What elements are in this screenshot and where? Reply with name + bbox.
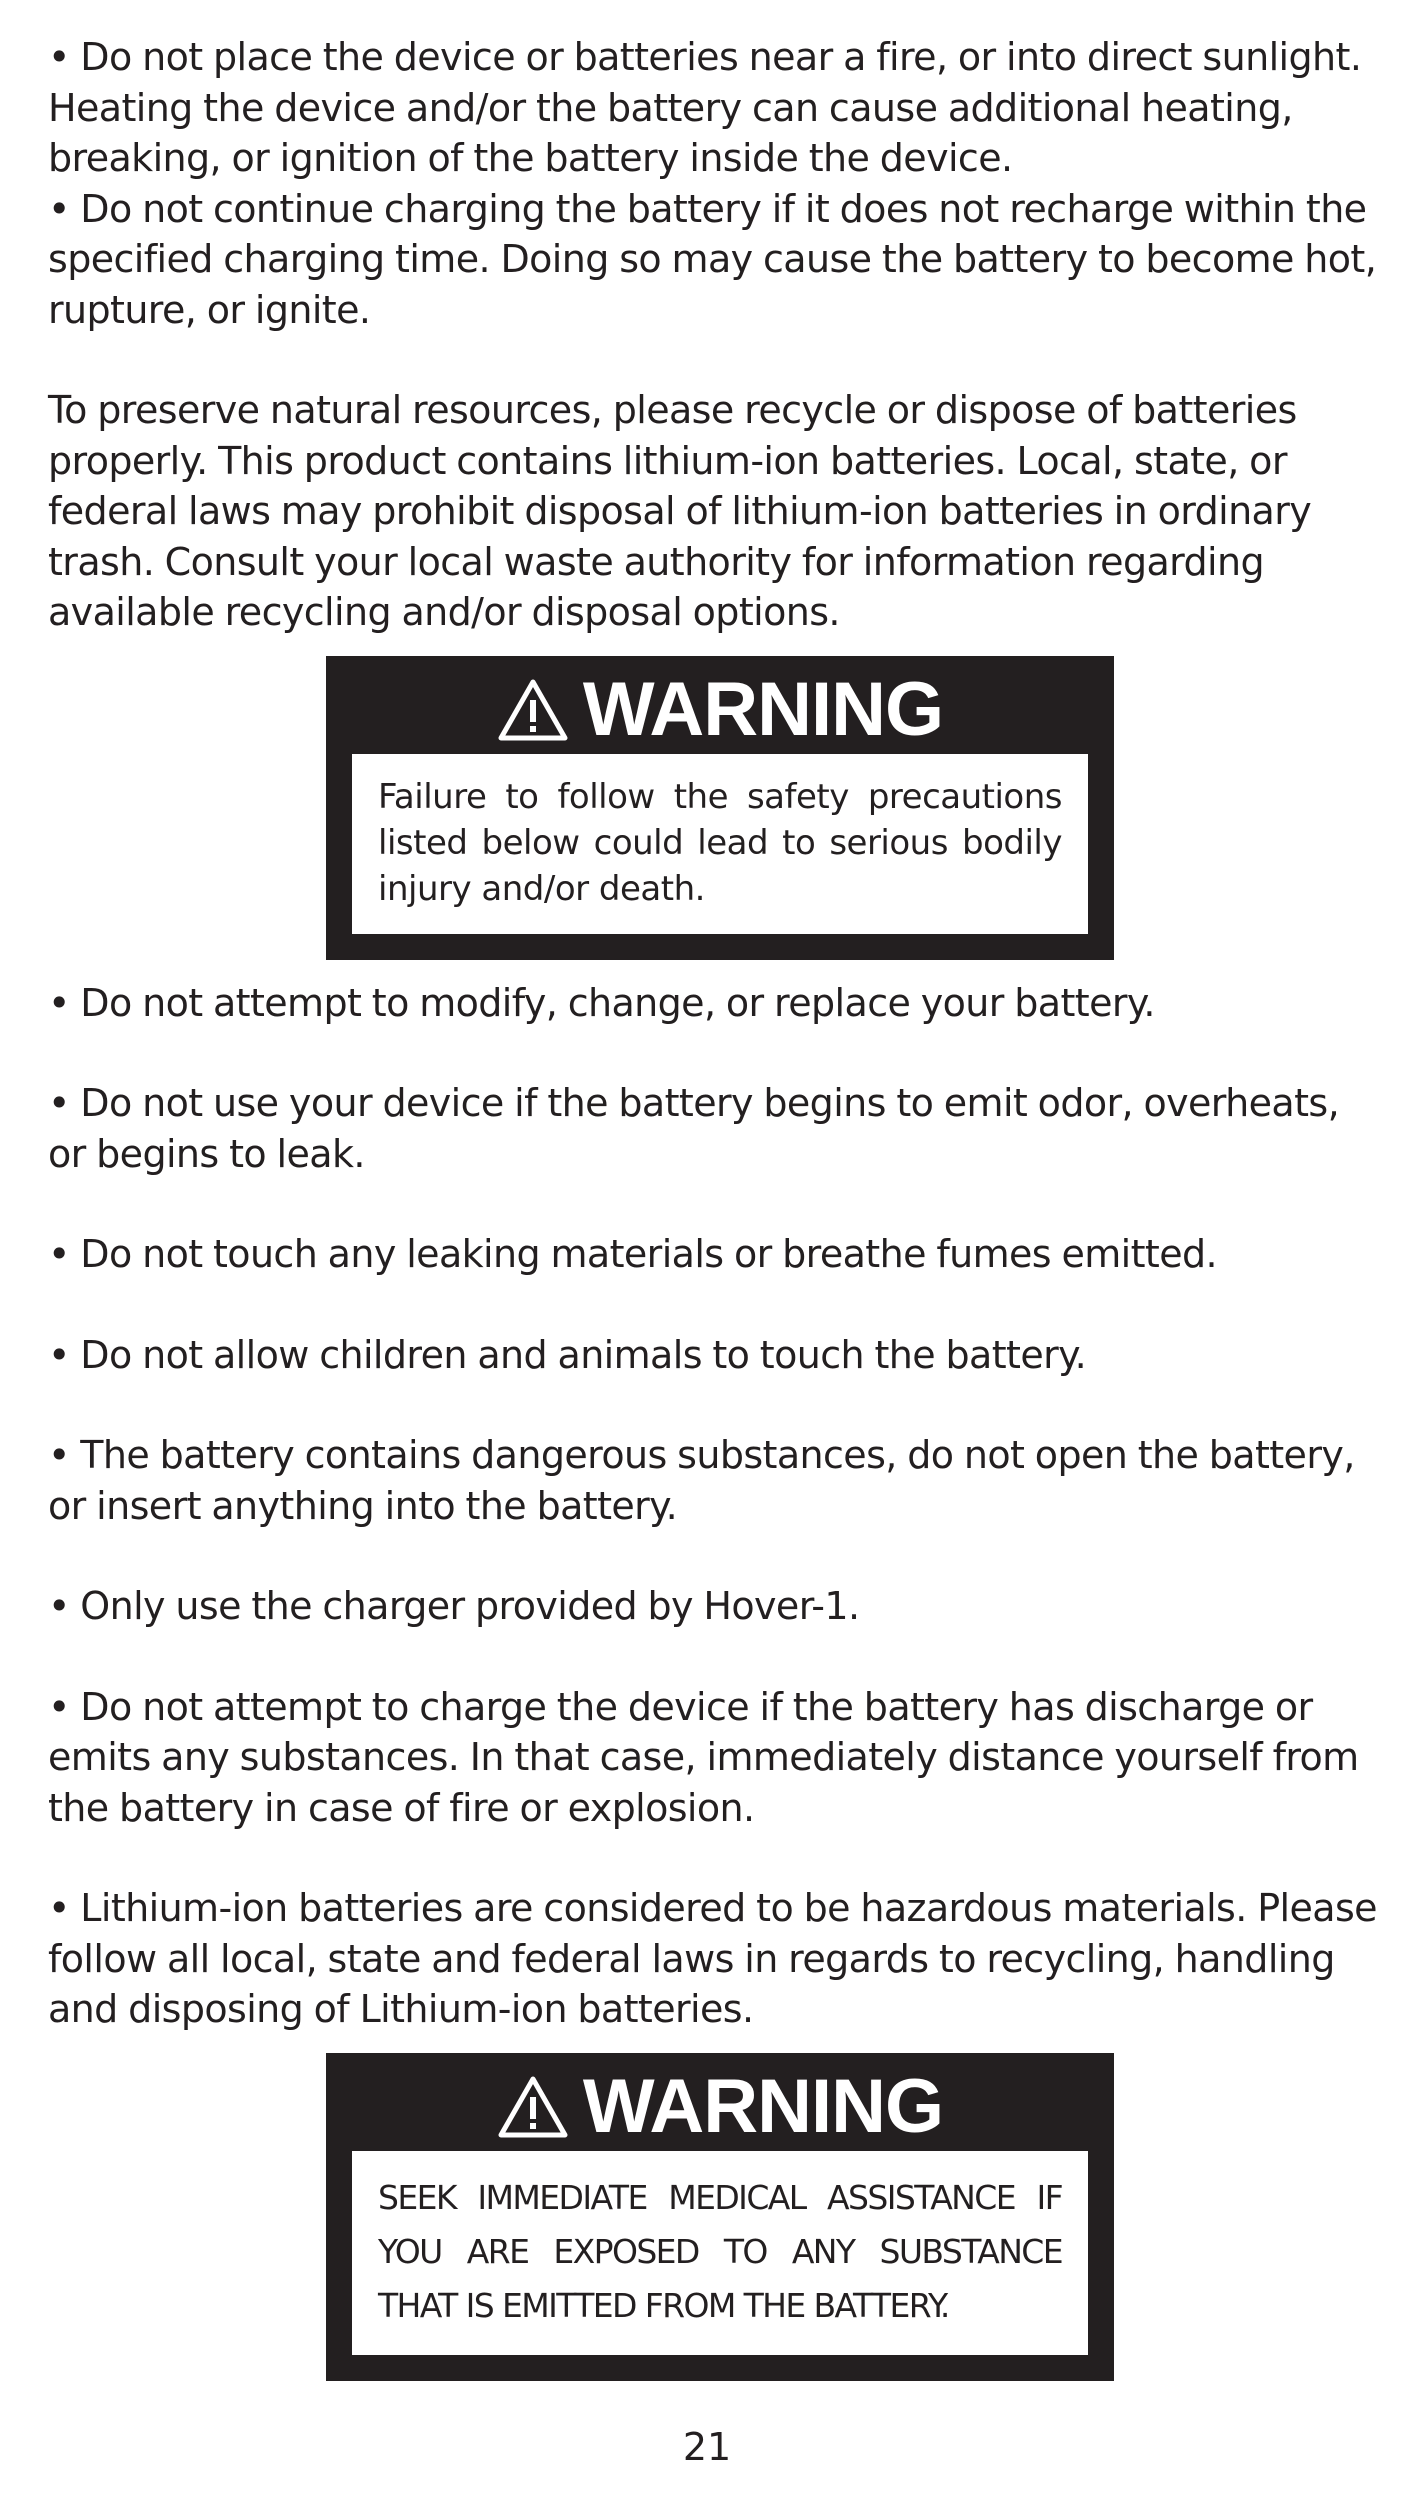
bullet-charger: • Only use the charger provided by Hover-1. — [48, 1584, 860, 1628]
spacer — [48, 1380, 1378, 1430]
spacer — [48, 2035, 1378, 2053]
warning-box-medical — [326, 2053, 1114, 2381]
warning-triangle-icon — [497, 2075, 569, 2139]
manual-page — [48, 32, 1378, 2381]
paragraph-charging-time: • Do not continue charging the battery if it does not recharge within the specified charging time. Doing so may cause the battery to become hot, rupture, or ignite. — [48, 186, 1377, 332]
spacer — [48, 335, 1378, 385]
bullet-hazardous: • Lithium-ion batteries are considered to be hazardous materials. Please follow all local, state and federal laws in regards to recycling, handling and disposing of Lithium-ion batteries. — [48, 1886, 1377, 2031]
bullet-discharge: • Do not attempt to charge the device if the battery has discharge or emits any substances. In that case, immediately distance yourself from the battery in case of fire or explosion. — [48, 1684, 1359, 1830]
spacer — [48, 1028, 1378, 1078]
spacer — [48, 1833, 1378, 1883]
spacer — [48, 1632, 1378, 1682]
bullet-dangerous-substances: • The battery contains dangerous substances, do not open the battery, or insert anything into the battery. — [48, 1433, 1355, 1528]
spacer — [48, 638, 1378, 656]
bullet-modify: • Do not attempt to modify, change, or replace your battery. — [48, 980, 1155, 1025]
warning-text: Failure to follow the safety precautions listed below could lead to serious bodily injury and/or death. — [378, 776, 1062, 909]
warning-box-precautions — [326, 656, 1114, 960]
warning-body — [352, 2151, 1088, 2355]
spacer — [48, 1179, 1378, 1229]
warning-title: WARNING — [582, 2063, 944, 2149]
warning-triangle-icon — [497, 678, 569, 742]
page-number: 21 — [682, 2425, 732, 2469]
bullet-odor: • Do not use your device if the battery begins to emit odor, overheats, or begins to leak. — [48, 1081, 1340, 1176]
paragraph-sunlight: • Do not place the device or batteries near a fire, or into direct sunlight. Heating the device and/or the battery can cause additional heating, breaking, or ignition of the battery inside the device. — [48, 35, 1362, 180]
bullet-children: • Do not allow children and animals to touch the battery. — [48, 1332, 1087, 1377]
warning-header — [352, 2063, 1088, 2151]
paragraph-recycling: To preserve natural resources, please recycle or dispose of batteries properly. This product contains lithium-ion batteries. Local, state, or federal laws may prohibit disposal of lithium-ion batteries in ordinary trash. Consult your local waste authority for information regarding available recycling and/or disposal options. — [48, 388, 1312, 634]
spacer — [48, 960, 1378, 978]
warning-text: SEEK IMMEDIATE MEDICAL ASSISTANCE IF YOU ARE EXPOSED TO ANY SUBSTANCE THAT IS EMITTED FROM THE BATTERY. — [378, 2177, 1062, 2325]
spacer — [48, 1531, 1378, 1581]
warning-header — [352, 666, 1088, 754]
bullet-leaking: • Do not touch any leaking materials or breathe fumes emitted. — [48, 1232, 1218, 1276]
warning-body — [352, 754, 1088, 934]
spacer — [48, 1280, 1378, 1330]
warning-title: WARNING — [582, 666, 944, 752]
